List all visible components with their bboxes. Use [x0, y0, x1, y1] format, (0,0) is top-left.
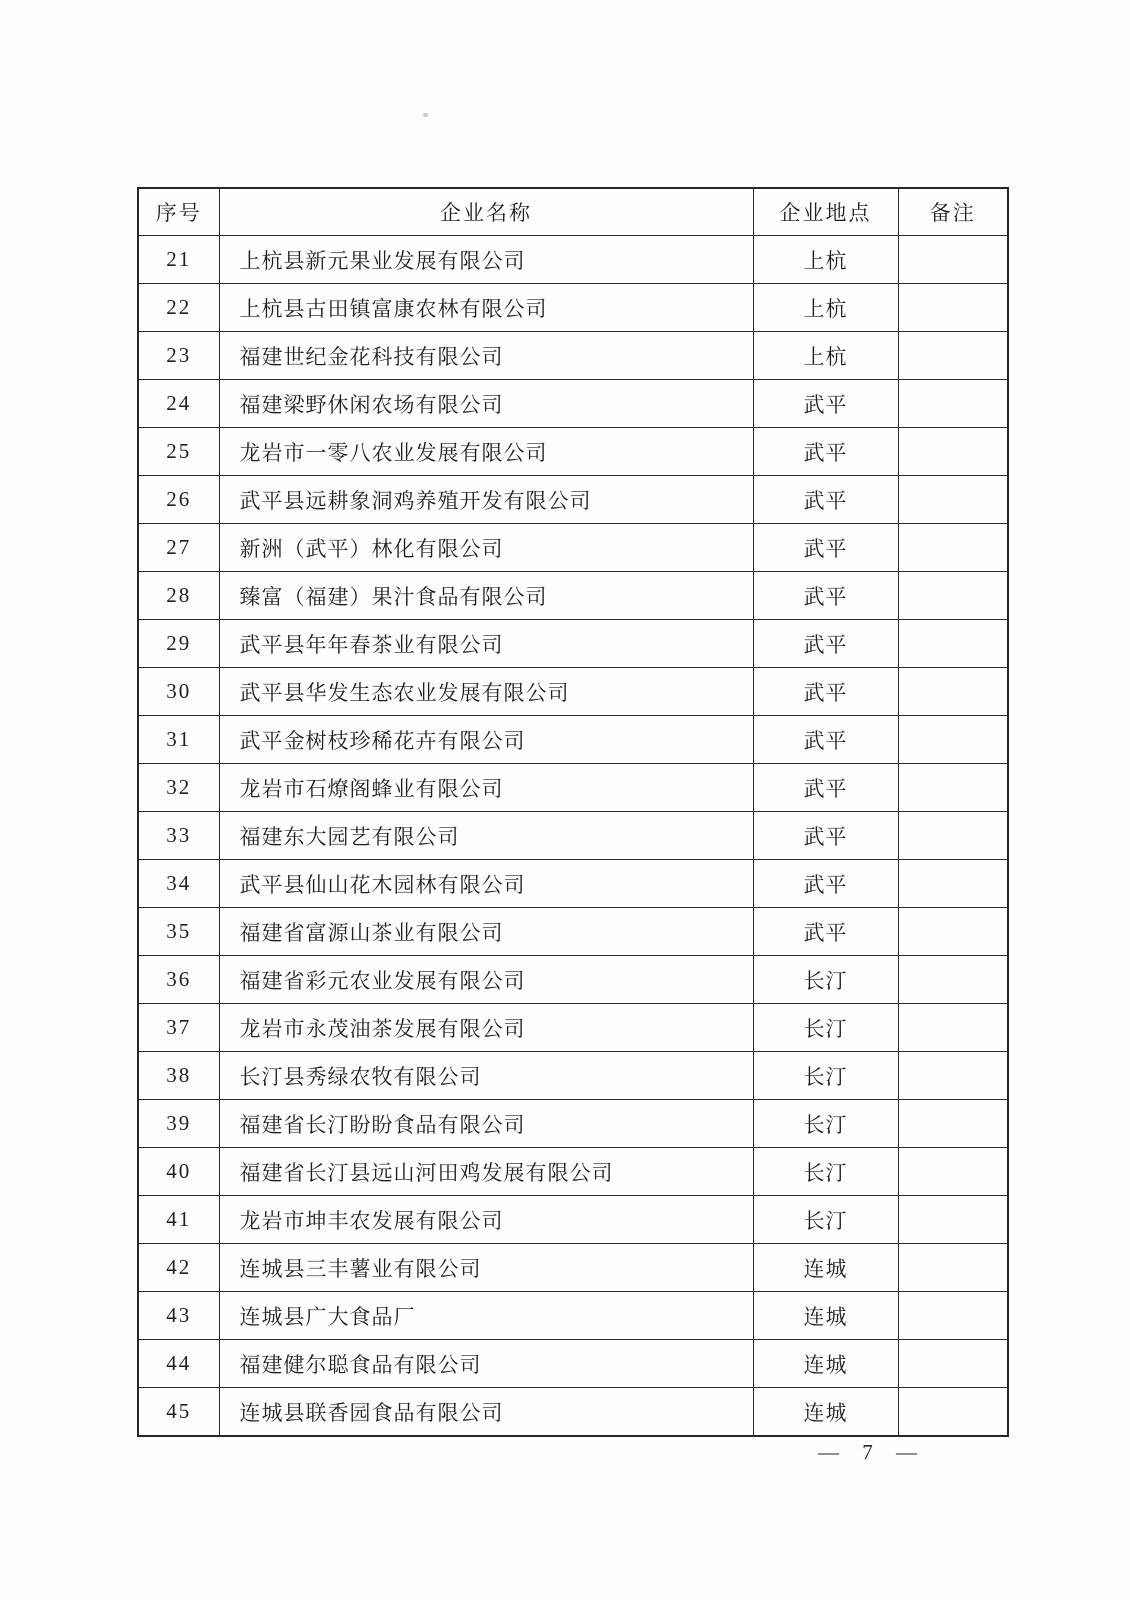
cell-company-location: 上杭: [753, 284, 898, 332]
cell-serial-number: 35: [138, 908, 219, 956]
table-row: [138, 812, 1008, 860]
table-row: [138, 716, 1008, 764]
table-row: [138, 620, 1008, 668]
cell-company-name: 连城县联香园食品有限公司: [219, 1388, 753, 1437]
cell-remark: [898, 1004, 1008, 1052]
cell-company-location: 武平: [753, 620, 898, 668]
cell-company-name: 武平县远耕象洞鸡养殖开发有限公司: [219, 476, 753, 524]
cell-company-name: 福建东大园艺有限公司: [219, 812, 753, 860]
cell-remark: [898, 620, 1008, 668]
cell-serial-number: 34: [138, 860, 219, 908]
cell-serial-number: 42: [138, 1244, 219, 1292]
table-row: [138, 1100, 1008, 1148]
cell-company-name: 龙岩市永茂油茶发展有限公司: [219, 1004, 753, 1052]
column-header-location: 企业地点: [753, 188, 898, 236]
cell-remark: [898, 524, 1008, 572]
cell-company-location: 长汀: [753, 1052, 898, 1100]
cell-serial-number: 22: [138, 284, 219, 332]
cell-company-location: 长汀: [753, 956, 898, 1004]
table-row: [138, 332, 1008, 380]
cell-serial-number: 32: [138, 764, 219, 812]
table-row: [138, 668, 1008, 716]
cell-serial-number: 43: [138, 1292, 219, 1340]
cell-company-name: 福建省彩元农业发展有限公司: [219, 956, 753, 1004]
cell-remark: [898, 668, 1008, 716]
cell-company-location: 长汀: [753, 1004, 898, 1052]
cell-company-name: 连城县三丰薯业有限公司: [219, 1244, 753, 1292]
cell-company-name: 龙岩市一零八农业发展有限公司: [219, 428, 753, 476]
cell-serial-number: 36: [138, 956, 219, 1004]
column-header-name: 企业名称: [219, 188, 753, 236]
table-row: [138, 236, 1008, 284]
cell-remark: [898, 1052, 1008, 1100]
cell-serial-number: 27: [138, 524, 219, 572]
table-row: [138, 1244, 1008, 1292]
cell-remark: [898, 764, 1008, 812]
cell-remark: [898, 956, 1008, 1004]
cell-serial-number: 41: [138, 1196, 219, 1244]
cell-company-location: 上杭: [753, 332, 898, 380]
cell-company-name: 上杭县古田镇富康农林有限公司: [219, 284, 753, 332]
cell-company-location: 武平: [753, 812, 898, 860]
cell-company-location: 武平: [753, 524, 898, 572]
company-table-body: [138, 236, 1008, 1437]
company-table: [137, 187, 1009, 1437]
cell-company-location: 武平: [753, 860, 898, 908]
table-row: [138, 476, 1008, 524]
column-header-remark: 备注: [898, 188, 1008, 236]
table-row: [138, 1292, 1008, 1340]
cell-company-location: 武平: [753, 428, 898, 476]
cell-serial-number: 37: [138, 1004, 219, 1052]
cell-remark: [898, 1100, 1008, 1148]
cell-serial-number: 39: [138, 1100, 219, 1148]
cell-remark: [898, 236, 1008, 284]
cell-serial-number: 21: [138, 236, 219, 284]
cell-company-name: 连城县广大食品厂: [219, 1292, 753, 1340]
header-row: [138, 188, 1008, 236]
cell-company-name: 龙岩市坤丰农发展有限公司: [219, 1196, 753, 1244]
cell-company-location: 连城: [753, 1244, 898, 1292]
table-row: [138, 572, 1008, 620]
cell-serial-number: 26: [138, 476, 219, 524]
scan-artifact: [423, 113, 428, 117]
cell-company-location: 武平: [753, 380, 898, 428]
table-row: [138, 908, 1008, 956]
cell-company-location: 武平: [753, 572, 898, 620]
page-number: — 7 —: [818, 1440, 926, 1464]
cell-company-location: 连城: [753, 1388, 898, 1437]
cell-serial-number: 40: [138, 1148, 219, 1196]
table-row: [138, 1052, 1008, 1100]
table-row: [138, 1196, 1008, 1244]
cell-serial-number: 33: [138, 812, 219, 860]
cell-remark: [898, 572, 1008, 620]
table-row: [138, 524, 1008, 572]
cell-serial-number: 29: [138, 620, 219, 668]
cell-company-name: 福建省长汀盼盼食品有限公司: [219, 1100, 753, 1148]
table-row: [138, 1004, 1008, 1052]
cell-company-location: 长汀: [753, 1100, 898, 1148]
cell-company-name: 福建梁野休闲农场有限公司: [219, 380, 753, 428]
cell-company-name: 福建省富源山茶业有限公司: [219, 908, 753, 956]
table-row: [138, 860, 1008, 908]
cell-company-name: 武平县仙山花木园林有限公司: [219, 860, 753, 908]
cell-serial-number: 28: [138, 572, 219, 620]
cell-company-name: 福建省长汀县远山河田鸡发展有限公司: [219, 1148, 753, 1196]
cell-serial-number: 23: [138, 332, 219, 380]
cell-company-location: 长汀: [753, 1148, 898, 1196]
cell-serial-number: 44: [138, 1340, 219, 1388]
cell-company-location: 连城: [753, 1292, 898, 1340]
cell-serial-number: 30: [138, 668, 219, 716]
cell-company-name: 福建世纪金花科技有限公司: [219, 332, 753, 380]
cell-serial-number: 24: [138, 380, 219, 428]
table-row: [138, 380, 1008, 428]
cell-company-name: 上杭县新元果业发展有限公司: [219, 236, 753, 284]
cell-company-name: 福建健尔聪食品有限公司: [219, 1340, 753, 1388]
cell-company-location: 武平: [753, 476, 898, 524]
cell-remark: [898, 380, 1008, 428]
cell-company-location: 长汀: [753, 1196, 898, 1244]
cell-company-location: 武平: [753, 908, 898, 956]
cell-remark: [898, 812, 1008, 860]
cell-remark: [898, 860, 1008, 908]
column-header-no: 序号: [138, 188, 219, 236]
cell-remark: [898, 716, 1008, 764]
cell-company-name: 龙岩市石燎阁蜂业有限公司: [219, 764, 753, 812]
cell-remark: [898, 908, 1008, 956]
table-row: [138, 764, 1008, 812]
cell-company-location: 武平: [753, 764, 898, 812]
cell-serial-number: 31: [138, 716, 219, 764]
table-row: [138, 1340, 1008, 1388]
cell-company-name: 长汀县秀绿农牧有限公司: [219, 1052, 753, 1100]
cell-company-name: 武平金树枝珍稀花卉有限公司: [219, 716, 753, 764]
table-row: [138, 956, 1008, 1004]
cell-remark: [898, 1388, 1008, 1437]
cell-remark: [898, 332, 1008, 380]
cell-company-name: 新洲（武平）林化有限公司: [219, 524, 753, 572]
cell-remark: [898, 476, 1008, 524]
cell-company-name: 武平县华发生态农业发展有限公司: [219, 668, 753, 716]
cell-company-location: 连城: [753, 1340, 898, 1388]
cell-remark: [898, 1292, 1008, 1340]
table-row: [138, 284, 1008, 332]
cell-remark: [898, 284, 1008, 332]
cell-serial-number: 38: [138, 1052, 219, 1100]
cell-remark: [898, 1244, 1008, 1292]
cell-company-location: 武平: [753, 716, 898, 764]
cell-company-name: 武平县年年春茶业有限公司: [219, 620, 753, 668]
table-row: [138, 428, 1008, 476]
cell-serial-number: 45: [138, 1388, 219, 1437]
cell-company-location: 武平: [753, 668, 898, 716]
cell-serial-number: 25: [138, 428, 219, 476]
cell-company-name: 臻富（福建）果汁食品有限公司: [219, 572, 753, 620]
table-row: [138, 1148, 1008, 1196]
cell-remark: [898, 428, 1008, 476]
cell-remark: [898, 1196, 1008, 1244]
company-table-header: [138, 188, 1008, 236]
cell-remark: [898, 1340, 1008, 1388]
cell-company-location: 上杭: [753, 236, 898, 284]
table-row: [138, 1388, 1008, 1437]
cell-remark: [898, 1148, 1008, 1196]
